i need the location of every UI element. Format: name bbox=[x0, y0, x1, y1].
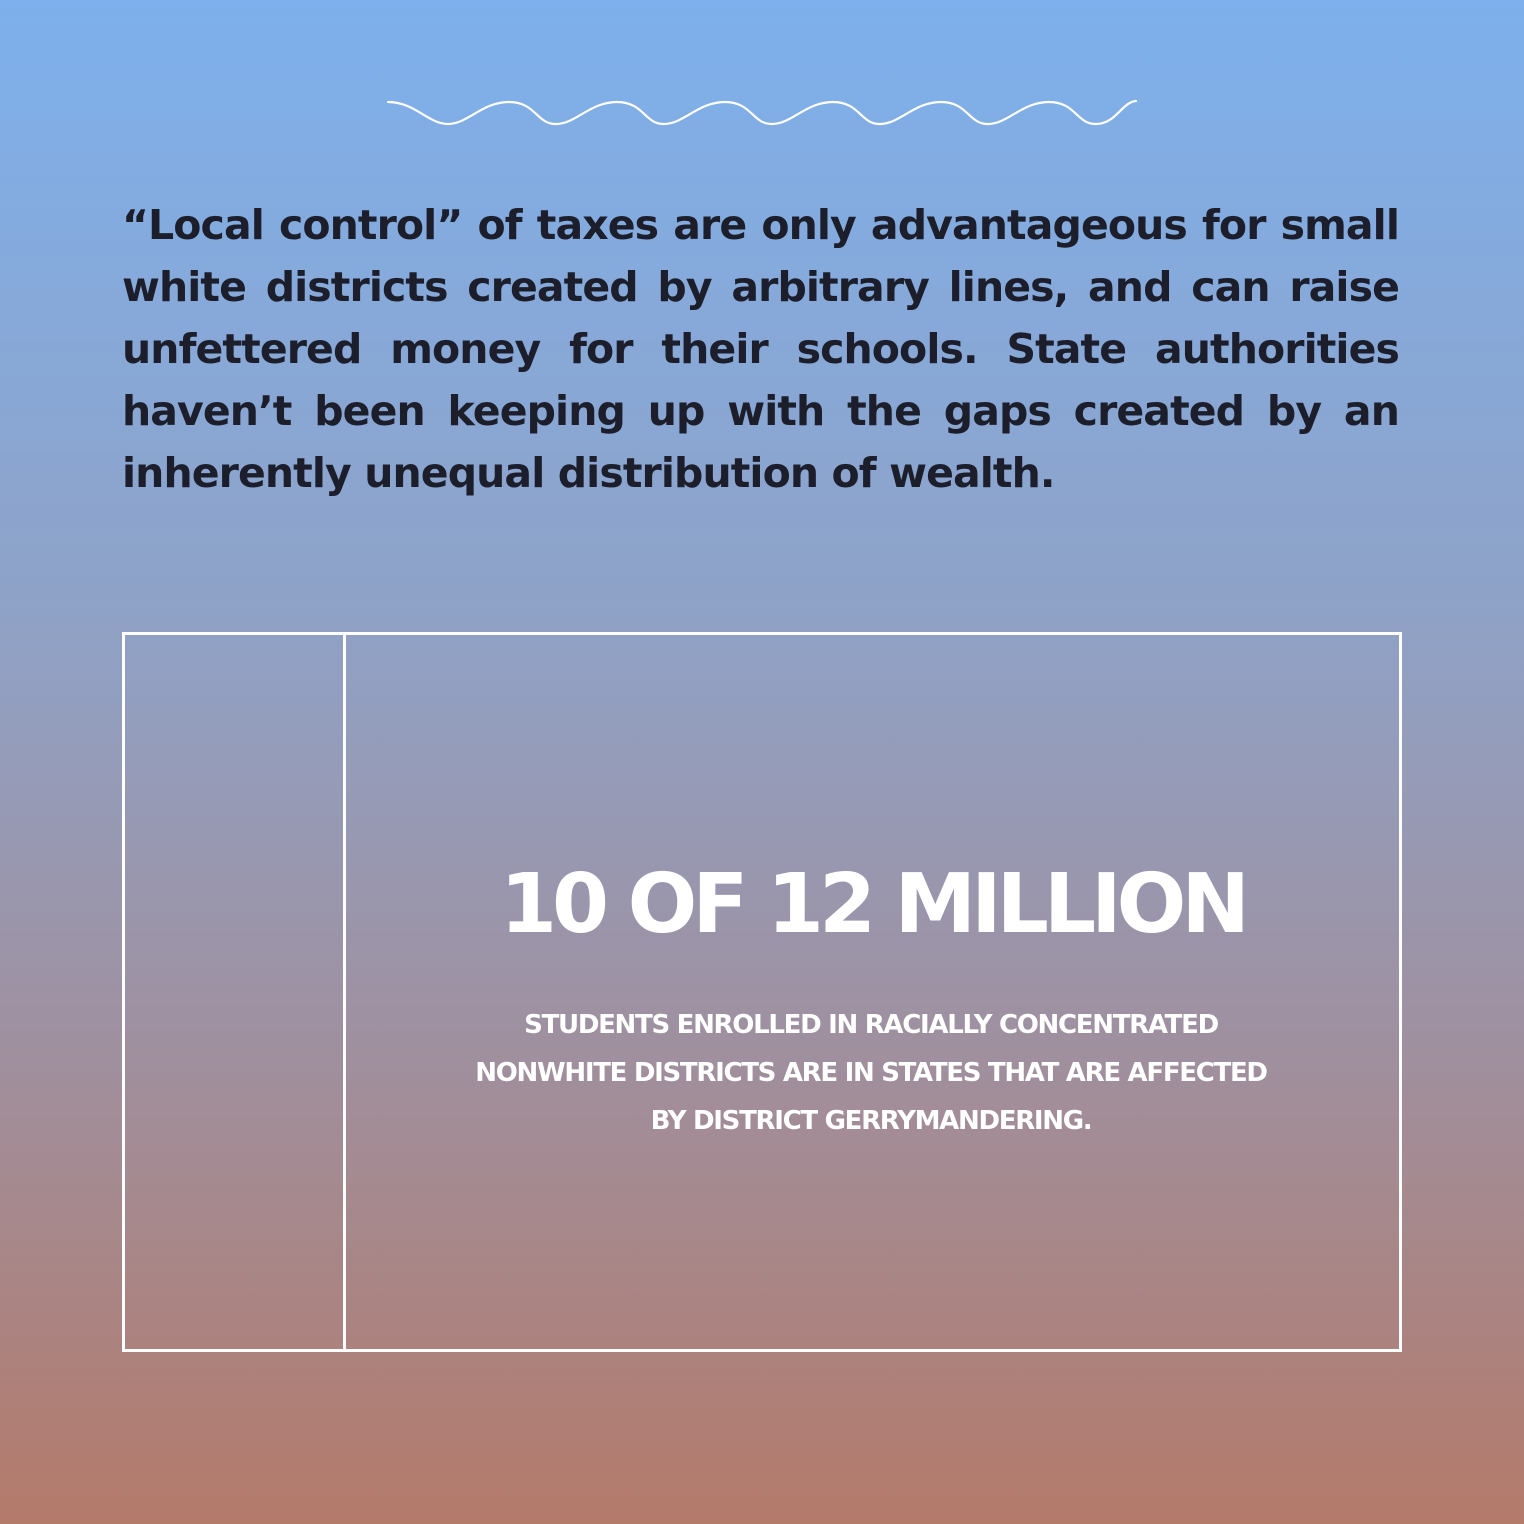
stat-figure: 10 OF 12 MILLION bbox=[499, 857, 1246, 952]
stat-caption: STUDENTS ENROLLED IN RACIALLY CONCENTRATED NONWHITE DISTRICTS ARE IN STATES THAT ARE AFFECTED BY DISTRICT GERRYMANDERING. bbox=[475, 1010, 1267, 1136]
wavy-line-icon bbox=[386, 88, 1138, 136]
stat-content bbox=[346, 635, 1399, 1349]
quote-paragraph: “Local control” of taxes are only advantageous for small white districts created by arbitrary lines, and can raise unfettered money for their schools. State authorities haven’t been keeping up with the gaps created by an inherently unequal distribution of wealth. bbox=[122, 201, 1399, 497]
stat-box bbox=[122, 632, 1402, 1352]
wave-path bbox=[388, 101, 1136, 124]
